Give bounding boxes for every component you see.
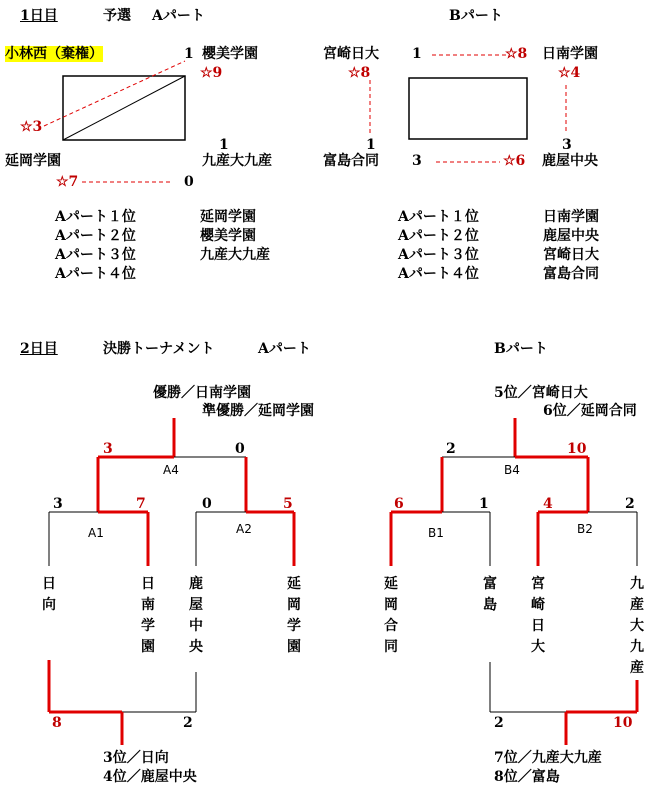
day1-partA-label: Aパート xyxy=(152,8,205,24)
team-name: 鹿屋中央 xyxy=(189,576,203,655)
team-top-left: 宮崎日大 xyxy=(323,46,379,62)
star-score: ☆6 xyxy=(503,153,526,169)
score: 3 xyxy=(53,496,63,512)
star-score: ☆3 xyxy=(20,119,43,135)
score: 1 xyxy=(479,496,489,512)
score: 5 xyxy=(283,496,293,512)
team-name: 富島 xyxy=(483,576,497,613)
score-num: 1 xyxy=(366,137,376,153)
star-score: ☆8 xyxy=(348,65,371,81)
score-num: 1 xyxy=(184,46,194,62)
score: 0 xyxy=(202,496,212,512)
score: 2 xyxy=(446,441,456,457)
score: 10 xyxy=(613,715,633,731)
score-num: 1 xyxy=(412,46,422,62)
score: 4 xyxy=(543,496,553,512)
match-label: B1 xyxy=(428,526,444,540)
team-name: 九産大九産 xyxy=(630,576,644,676)
rank-label: Aパート３位 xyxy=(55,247,136,263)
score: 10 xyxy=(567,441,587,457)
score: 2 xyxy=(494,715,504,731)
star-score: ☆4 xyxy=(558,65,581,81)
score: 3 xyxy=(103,441,113,457)
team-top-right: 日南学園 xyxy=(542,46,598,62)
match-label: B4 xyxy=(504,463,520,477)
rank-team: 富島合同 xyxy=(543,266,599,282)
rank-label: Aパート２位 xyxy=(398,228,479,244)
team-name: 延岡学園 xyxy=(287,576,301,655)
team-top-right: 櫻美学園 xyxy=(202,46,258,62)
day2-partB-label: Bパート xyxy=(494,341,548,357)
score: 8 xyxy=(52,715,62,731)
fifth-place-text: 5位／宮崎日大 xyxy=(494,385,588,401)
day1-partB-label: Bパート xyxy=(449,8,503,24)
runner-up-text: 準優勝／延岡学園 xyxy=(202,403,314,419)
team-name: 日向 xyxy=(42,576,56,613)
rank-label: Aパート１位 xyxy=(55,209,136,225)
match-label: A1 xyxy=(88,526,104,540)
rank-team: 九産大九産 xyxy=(200,247,270,263)
seventh-place-text: 7位／九産大九産 xyxy=(494,750,602,766)
star-score: ☆9 xyxy=(200,65,223,81)
team-name: 延岡合同 xyxy=(384,576,398,655)
score-num: 0 xyxy=(184,174,194,190)
team-bottom-left: 富島合同 xyxy=(323,153,379,169)
day2-section: 決勝トーナメント xyxy=(103,341,215,357)
rank-label: Aパート３位 xyxy=(398,247,479,263)
eighth-place-text: 8位／富島 xyxy=(494,769,560,785)
star-score: ☆8 xyxy=(505,46,528,62)
team-name: 宮崎日大 xyxy=(531,576,545,655)
score-num: 3 xyxy=(412,153,422,169)
day1-title: 1日目 xyxy=(20,8,58,24)
score: 2 xyxy=(625,496,635,512)
rank-label: Aパート１位 xyxy=(398,209,479,225)
score-num: 3 xyxy=(562,137,572,153)
rank-team: 鹿屋中央 xyxy=(543,228,599,244)
star-score: ☆7 xyxy=(56,174,79,190)
partA-diagonal xyxy=(63,76,185,140)
rank-label: Aパート４位 xyxy=(55,266,136,282)
match-label: B2 xyxy=(577,522,593,536)
match-label: A2 xyxy=(236,522,252,536)
sixth-place-text: 6位／延岡合同 xyxy=(543,403,637,419)
rank-team: 櫻美学園 xyxy=(200,228,256,244)
partB-box xyxy=(409,78,527,139)
team-bottom-right: 九産大九産 xyxy=(202,153,272,169)
day2-title: 2日目 xyxy=(20,341,58,357)
rank-team: 宮崎日大 xyxy=(543,247,599,263)
team-bottom-right: 鹿屋中央 xyxy=(542,153,598,169)
team-bottom-left: 延岡学園 xyxy=(5,153,61,169)
rank-label: Aパート４位 xyxy=(398,266,479,282)
rank-team: 延岡学園 xyxy=(200,209,256,225)
third-place-text: 3位／日向 xyxy=(103,750,169,766)
day2-partA-label: Aパート xyxy=(258,341,311,357)
score: 7 xyxy=(136,496,146,512)
team-top-left: 小林西（棄権） xyxy=(5,46,103,62)
score-num: 1 xyxy=(219,137,229,153)
score: 0 xyxy=(235,441,245,457)
match-label: A4 xyxy=(163,463,179,477)
score: 2 xyxy=(183,715,193,731)
team-name: 日南学園 xyxy=(141,576,155,655)
rank-label: Aパート２位 xyxy=(55,228,136,244)
day1-section: 予選 xyxy=(103,8,131,24)
fourth-place-text: 4位／鹿屋中央 xyxy=(103,769,197,785)
winner-text: 優勝／日南学園 xyxy=(153,385,251,401)
score: 6 xyxy=(394,496,404,512)
rank-team: 日南学園 xyxy=(543,209,599,225)
